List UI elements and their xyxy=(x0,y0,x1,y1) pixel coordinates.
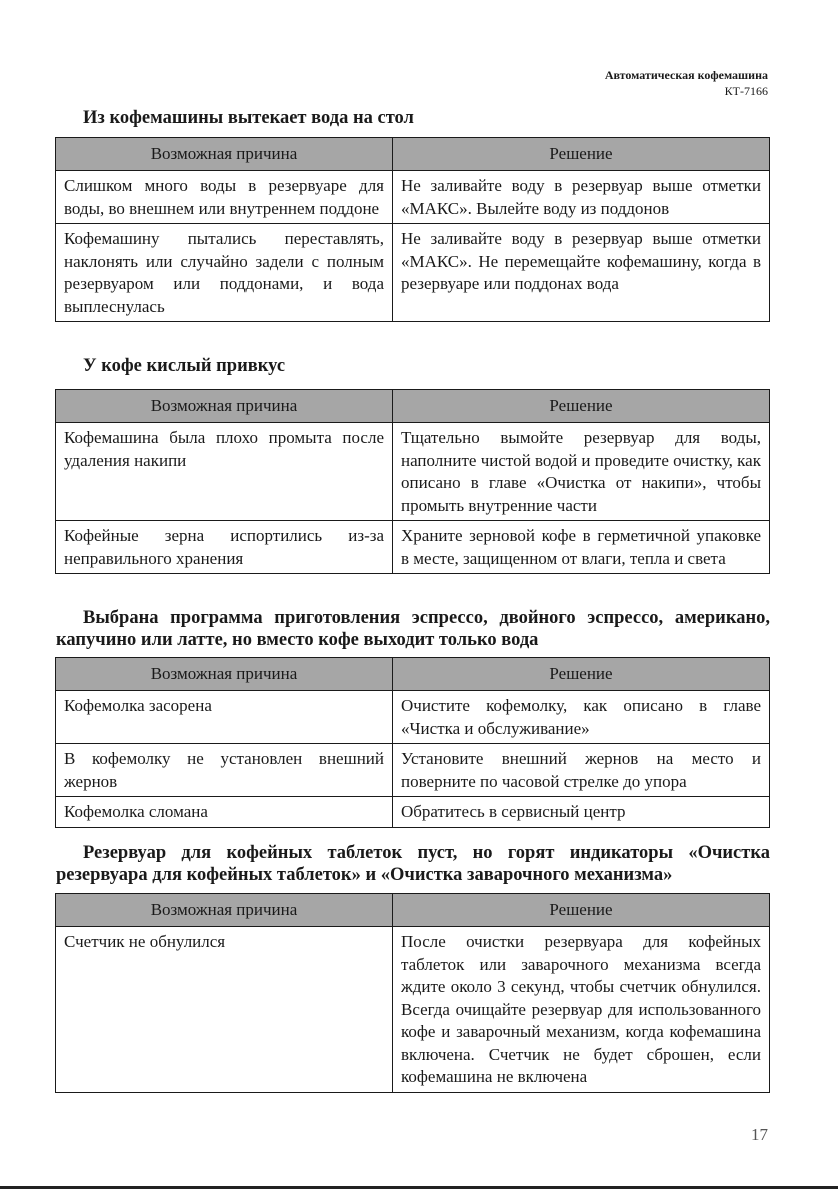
cause-cell: Кофемолка засорена xyxy=(56,691,393,744)
cause-cell: В кофемолку не установлен внешний жернов xyxy=(56,744,393,797)
table-header-row xyxy=(56,894,770,927)
table-row xyxy=(56,423,770,521)
column-header-solution: Решение xyxy=(393,138,770,171)
header-title: Автоматическая кофемашина xyxy=(604,68,768,82)
solution-cell: Не заливайте воду в резервуар выше отметки «МАКС». Вылейте воду из поддонов xyxy=(393,171,770,224)
section-title: Выбрана программа приготовления эспрессо, двойного эспрессо, американо, капучино или латте, но вместо кофе выходит только вода xyxy=(56,608,770,650)
running-header xyxy=(605,67,768,99)
column-header-cause: Возможная причина xyxy=(56,894,393,927)
header-model: КТ-7166 xyxy=(724,84,768,98)
table-header-row xyxy=(56,658,770,691)
cause-cell: Кофемашина была плохо промыта после удаления накипи xyxy=(56,423,393,521)
column-header-cause: Возможная причина xyxy=(56,390,393,423)
column-header-solution: Решение xyxy=(393,658,770,691)
solution-cell: Установите внешний жернов на место и поверните по часовой стрелке до упора xyxy=(393,744,770,797)
column-header-solution: Решение xyxy=(393,894,770,927)
column-header-cause: Возможная причина xyxy=(56,658,393,691)
troubleshooting-table xyxy=(55,657,770,828)
cause-cell: Кофейные зерна испортились из-за неправильного хранения xyxy=(56,521,393,574)
section-title: Резервуар для кофейных таблеток пуст, но горят индикаторы «Очистка резервуара для кофейных таблеток» и «Очистка заварочного механизма» xyxy=(56,843,770,885)
table-row xyxy=(56,744,770,797)
table-header-row xyxy=(56,138,770,171)
troubleshooting-table xyxy=(55,137,770,322)
solution-cell: Тщательно вымойте резервуар для воды, наполните чистой водой и проведите очистку, как описано в главе «Очистка от накипи», чтобы промыть внутренние части xyxy=(393,423,770,521)
table-row xyxy=(56,927,770,1093)
troubleshooting-table xyxy=(55,389,770,574)
solution-cell: После очистки резервуара для кофейных таблеток или заварочного механизма всегда ждите около 3 секунд, чтобы счетчик обнулился. Всегда очищайте резервуар для использованного кофе и заварочный механизм, когда кофемашина включена. Счетчик не будет сброшен, если кофемашина не включена xyxy=(393,927,770,1093)
column-header-cause: Возможная причина xyxy=(56,138,393,171)
column-header-solution: Решение xyxy=(393,390,770,423)
troubleshooting-table xyxy=(55,893,770,1093)
cause-cell: Счетчик не обнулился xyxy=(56,927,393,1093)
solution-cell: Не заливайте воду в резервуар выше отметки «МАКС». Не перемещайте кофемашину, когда в резервуаре или поддонах вода xyxy=(393,224,770,322)
table-row xyxy=(56,521,770,574)
solution-cell: Обратитесь в сервисный центр xyxy=(393,797,770,828)
section-title: У кофе кислый привкус xyxy=(83,356,286,376)
solution-cell: Храните зерновой кофе в герметичной упаковке в месте, защищенном от влаги, тепла и света xyxy=(393,521,770,574)
section-title: Из кофемашины вытекает вода на стол xyxy=(83,108,414,128)
table-row xyxy=(56,224,770,322)
page-number: 17 xyxy=(751,1125,768,1144)
cause-cell: Кофемолка сломана xyxy=(56,797,393,828)
table-header-row xyxy=(56,390,770,423)
table-row xyxy=(56,171,770,224)
cause-cell: Кофемашину пытались переставлять, наклонять или случайно задели с полным резервуаром или поддонами, и вода выплеснулась xyxy=(56,224,393,322)
solution-cell: Очистите кофемолку, как описано в главе «Чистка и обслуживание» xyxy=(393,691,770,744)
table-row xyxy=(56,691,770,744)
cause-cell: Слишком много воды в резервуаре для воды, во внешнем или внутреннем поддоне xyxy=(56,171,393,224)
table-row xyxy=(56,797,770,828)
